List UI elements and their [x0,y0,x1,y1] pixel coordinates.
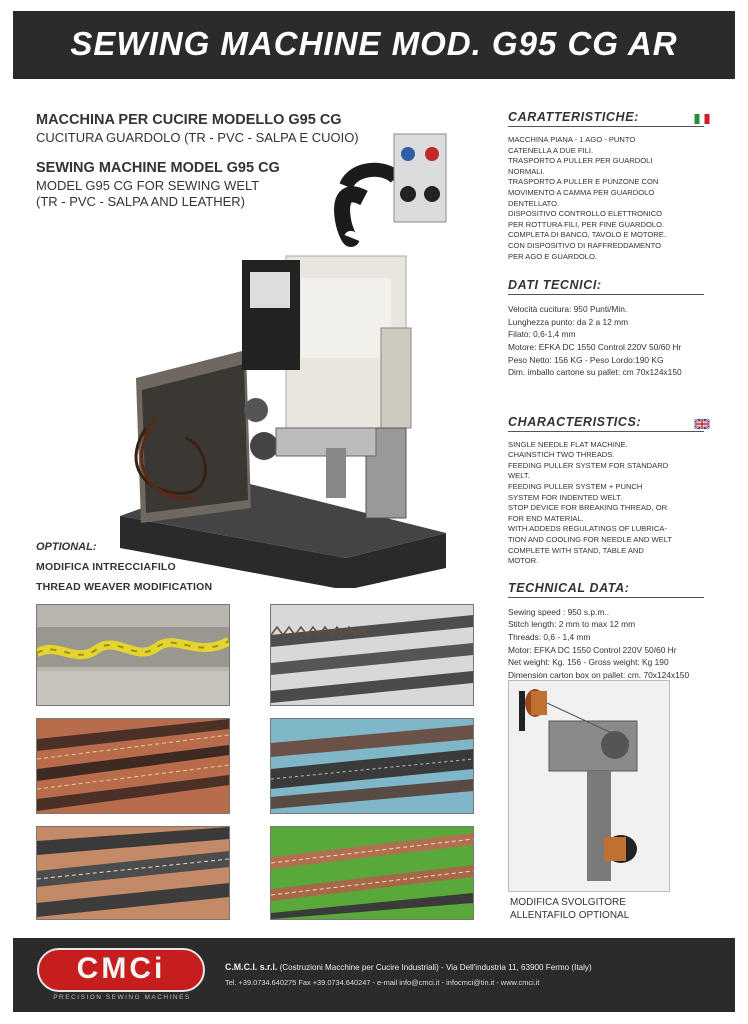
caratteristiche-line: CATENELLA A DUE FILI. [508,145,594,155]
specs-column [508,110,704,681]
uk-flag-icon [694,419,710,429]
dati-tecnici-line: Dim. imballo cartone su pallet: cm 70x124x150 [508,367,682,378]
characteristics-line: FEEDING PULLER SYSTEM FOR STANDARD [508,460,669,470]
characteristics-line: CHAINSTICH TWO THREADS. [508,450,615,460]
header-banner [13,11,735,79]
characteristics-title: CHARACTERISTICS: [508,414,642,429]
characteristics-line: SYSTEM FOR INDENTED WELT. [508,492,623,502]
sample-blue-background-welt [270,718,474,814]
dati-tecnici-line: Peso Netto: 156 KG - Peso Lordo:190 KG [508,354,664,365]
optional-block [36,541,296,593]
company-description: (Costruzioni Macchine per Cucire Industriali) - Via Dell'industria 11, 63900 Fermo (Italy) [279,963,592,972]
technical-data-line: Motor: EFKA DC 1550 Control 220V 50/60 Hr [508,644,677,655]
footer-bar [13,938,735,1012]
english-subtitle-1: MODEL G95 CG FOR SEWING WELT [36,178,260,193]
italian-subtitle: CUCITURA GUARDOLO (TR - PVC - SALPA E CUOIO) [36,130,359,145]
english-title: SEWING MACHINE MODEL G95 CG [36,160,280,176]
company-name: C.M.C.I. s.r.l. [225,962,278,972]
dati-tecnici-line: Motore: EFKA DC 1550 Control 220V 50/60 Hr [508,341,682,352]
caratteristiche-line: PER AGO E GUARDOLO. [508,251,598,261]
cmci-logo [37,948,205,992]
technical-data-line: Net weight: Kg. 156 - Gross weight: Kg 190 [508,657,669,668]
characteristics-line: STOP DEVICE FOR BREAKING THREAD, OR [508,503,668,513]
sample-green-background-welt [270,826,474,920]
page-title: SEWING MACHINE MOD. G95 CG AR [70,25,678,62]
contact-line: Tel. +39.0734.640275 Fax +39.0734.640247 - e-mail info@cmci.it - infocmci@tin.it - www.cmci.it [225,978,540,987]
technical-data-line: Threads: 0,6 - 1,4 mm [508,632,591,642]
unwinder-caption [510,896,700,922]
optional-line-it: MODIFICA INTRECCIAFILO [36,561,176,573]
italy-flag-icon [694,114,710,124]
company-line [225,962,592,972]
dati-tecnici-line: Lunghezza punto: da 2 a 12 mm [508,316,629,327]
caratteristiche-line: MACCHINA PIANA - 1 AGO - PUNTO [508,135,636,144]
characteristics-line: FOR END MATERIAL. [508,513,584,523]
english-subtitle-2: (TR - PVC - SALPA AND LEATHER) [36,194,246,209]
technical-data-text [508,606,704,682]
technical-data-line: Sewing speed : 950 s.p.m.. [508,606,610,617]
caratteristiche-line: DISPOSITIVO CONTROLLO ELETTRONICO [508,209,663,219]
sample-tan-welt-stitched [36,718,230,814]
caratteristiche-line: COMPLETA DI BANCO, TAVOLO E MOTORE. [508,230,666,240]
technical-data-title: TECHNICAL DATA: [508,580,630,595]
caratteristiche-line: MOVIMENTO A CAMMA PER GUARDOLO [508,187,655,197]
caratteristiche-line: DENTELLATO. [508,198,560,208]
characteristics-line: WITH ADDEDS REGULATINGS OF LUBRICA- [508,524,667,534]
characteristics-text [508,440,704,567]
unwinder-caption-2: ALLENTAFILO OPTIONAL [510,910,630,921]
dati-tecnici-line: Filato: 0,6-1,4 mm [508,329,576,340]
characteristics-line: TION AND COOLING FOR NEEDLE AND WELT [508,535,672,545]
caratteristiche-title: CARATTERISTICHE: [508,110,639,124]
caratteristiche-line: TRASPORTO A PULLER PER GUARDOLI [508,156,653,166]
dati-tecnici-text [508,303,704,379]
sewing-machine-illustration [116,128,456,588]
sample-serrated-welt-grey [270,604,474,706]
characteristics-line: MOTOR. [508,556,539,566]
caratteristiche-line: TRASPORTO A PULLER E PUNZONE CON [508,177,659,187]
caratteristiche-line: NORMALI. [508,166,545,176]
logo-tagline: PRECISION SEWING MACHINES [53,994,191,1001]
technical-data-line: Dimension carton box on pallet: cm. 70x124x150 [508,669,690,680]
optional-title: OPTIONAL: [36,541,97,553]
sample-braided-thread [36,604,230,706]
dati-tecnici-title: DATI TECNICI: [508,278,602,293]
characteristics-line: SINGLE NEEDLE FLAT MACHINE. [508,439,628,449]
unwinder-caption-1: MODIFICA SVOLGITORE [510,897,626,908]
optional-line-en: THREAD WEAVER MODIFICATION [36,581,213,593]
characteristics-line: COMPLETE WITH STAND, TABLE AND [508,545,644,555]
characteristics-line: FEEDING PULLER SYSTEM + PUNCH [508,482,643,492]
characteristics-line: WELT. [508,471,530,481]
caratteristiche-line: PER ROTTURA FILI, PER FINE GUARDOLO. [508,219,665,229]
italian-title: MACCHINA PER CUCIRE MODELLO G95 CG [36,112,342,128]
dati-tecnici-line: Velocità cucitura: 950 Punti/Min. [508,304,628,315]
logo-text: CMCi [76,952,166,985]
caratteristiche-text [508,135,704,262]
technical-data-line: Stitch length: 2 mm to max 12 mm [508,619,636,630]
unwinder-device-photo [508,680,670,892]
caratteristiche-line: CON DISPOSITIVO DI RAFFREDDAMENTO [508,240,662,250]
sample-grey-welt [36,826,230,920]
